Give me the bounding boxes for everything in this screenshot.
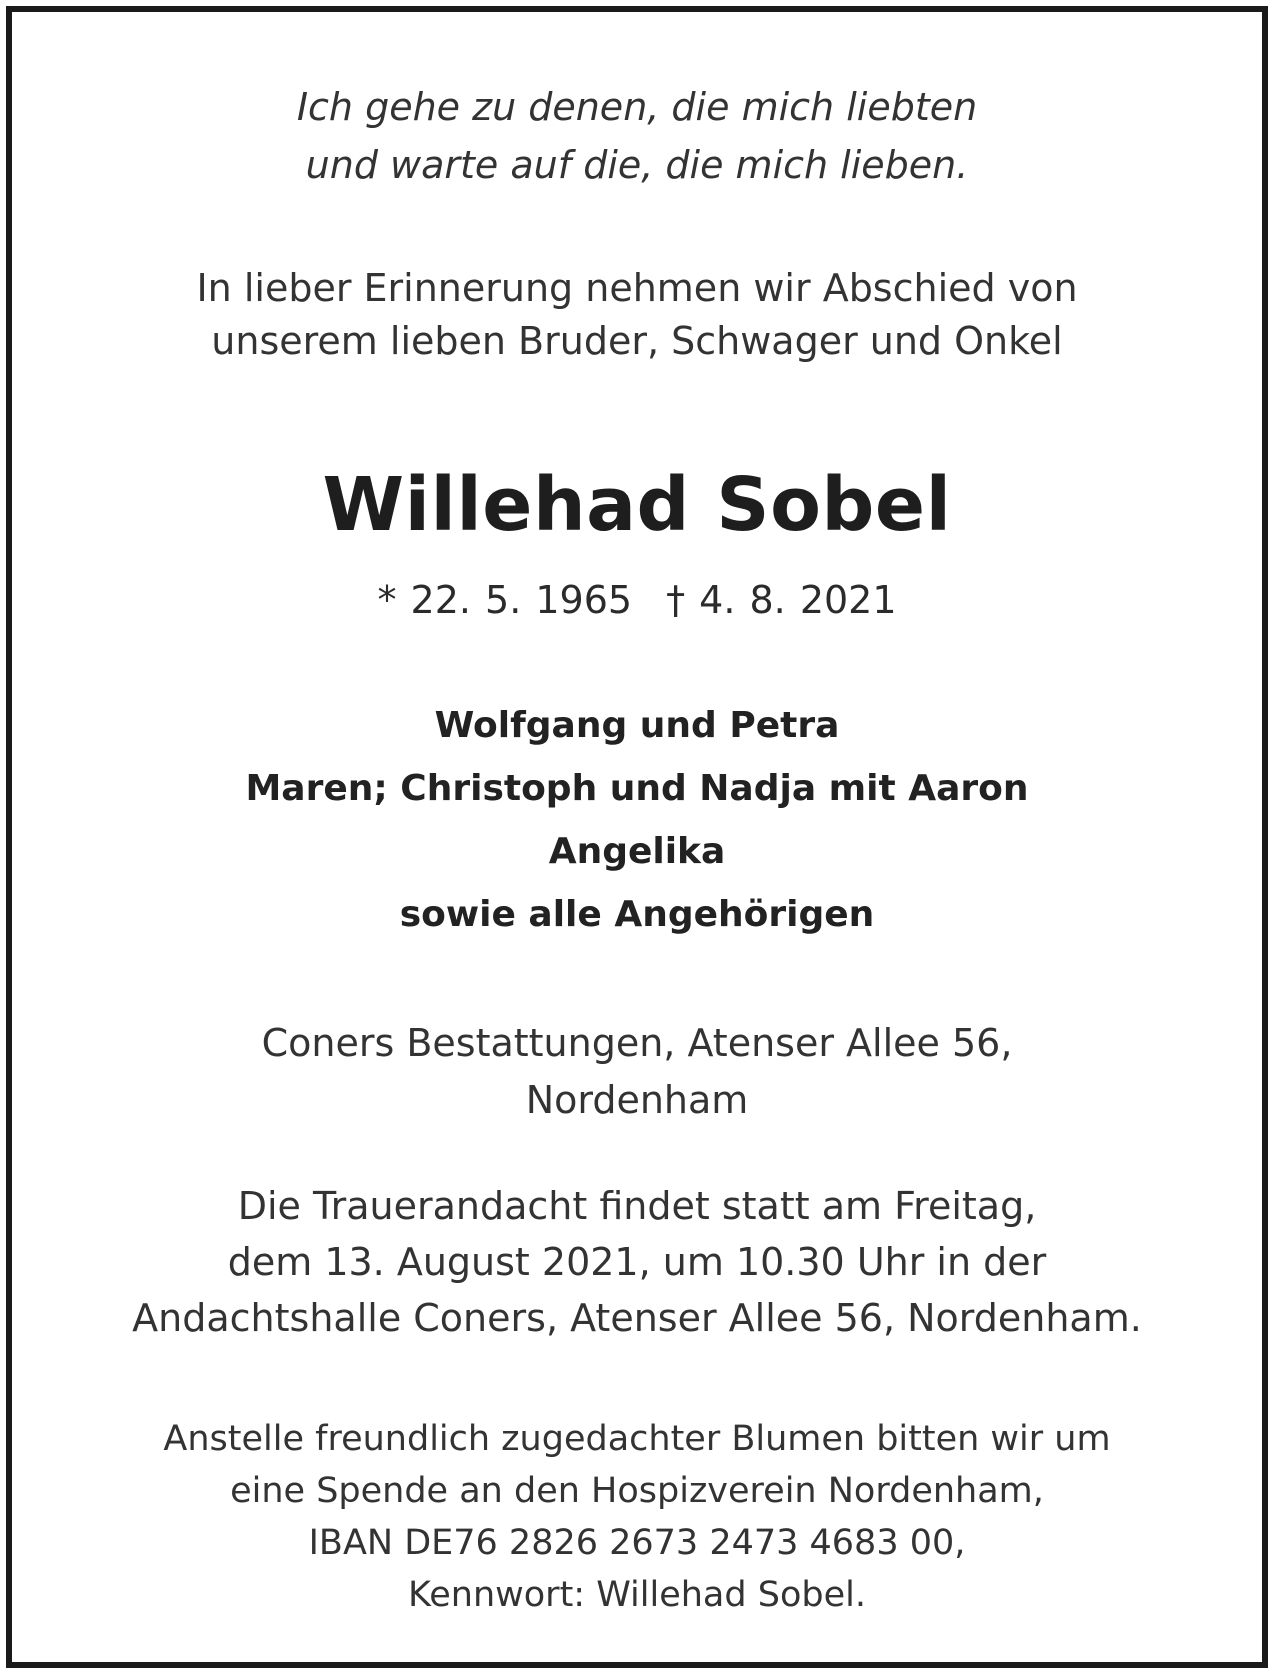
service-details — [12, 1178, 1262, 1346]
intro-line-2: unserem lieben Bruder, Schwager und Onkel — [211, 319, 1063, 363]
donation-line-1: Anstelle freundlich zugedachter Blumen bitten wir um — [163, 1419, 1111, 1459]
donation-line-2: eine Spende an den Hospizverein Nordenham, — [230, 1471, 1044, 1511]
deceased-name: Willehad Sobel — [322, 462, 952, 548]
funeral-home-address — [12, 1015, 1262, 1129]
death-date: † 4. 8. 2021 — [666, 578, 897, 622]
mourner-line: Wolfgang und Petra — [434, 705, 840, 746]
life-dates — [12, 575, 1262, 625]
poem-verse — [12, 78, 1262, 194]
service-line-3: Andachtshalle Coners, Atenser Allee 56, Nordenham. — [132, 1296, 1142, 1340]
mourner-line: Maren; Christoph und Nadja mit Aaron — [245, 768, 1029, 809]
poem-line-2: und warte auf die, die mich lieben. — [305, 143, 969, 187]
poem-line-1: Ich gehe zu denen, die mich liebten — [296, 85, 978, 129]
mourners-list — [12, 694, 1262, 946]
intro-line-1: In lieber Erinnerung nehmen wir Abschied von — [196, 266, 1078, 310]
service-line-2: dem 13. August 2021, um 10.30 Uhr in der — [227, 1240, 1047, 1284]
mourner-line: sowie alle Angehörigen — [399, 894, 875, 935]
donation-iban: IBAN DE76 2826 2673 2473 4683 00, — [308, 1523, 966, 1563]
obituary-frame — [6, 6, 1268, 1668]
birth-date: * 22. 5. 1965 — [377, 578, 633, 622]
address-line-1: Coners Bestattungen, Atenser Allee 56, — [261, 1021, 1013, 1065]
farewell-intro — [12, 262, 1262, 368]
donation-keyword: Kennwort: Willehad Sobel. — [408, 1575, 866, 1615]
service-line-1: Die Trauerandacht findet statt am Freitag, — [237, 1184, 1037, 1228]
donation-request — [12, 1413, 1262, 1621]
address-line-2: Nordenham — [525, 1078, 749, 1122]
mourner-line: Angelika — [548, 831, 726, 872]
